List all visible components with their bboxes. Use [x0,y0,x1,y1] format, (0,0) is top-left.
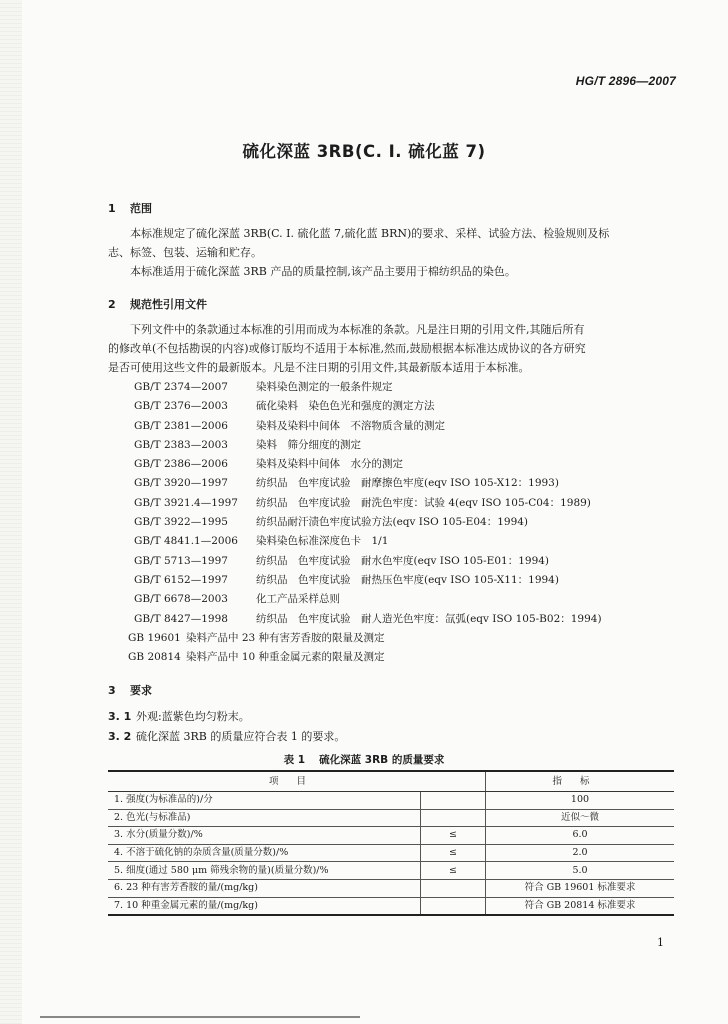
reference-item [134,610,602,629]
table-row [108,897,674,915]
table-caption [0,752,728,767]
reference-code: GB/T 4841.1—2006 [134,535,238,548]
reference-title: 染料 筛分细度的测定 [256,438,361,451]
row-item: 1. 强度(为标准品的)/分 [108,792,421,810]
standard-code: HG/T 2896—2007 [575,74,676,88]
row-mark: ≤ [421,827,486,845]
reference-item [134,571,602,590]
row-mark [421,809,486,827]
table-caption-label: 表 1 [283,754,306,766]
table-row [108,879,674,897]
reference-title: 纺织品 色牢度试验 耐水色牢度(eqv ISO 105-E01：1994) [256,554,550,567]
section-2-paragraph [108,320,674,377]
reference-title: 染料产品中 10 种重金属元素的限量及测定 [186,651,385,664]
reference-code: GB/T 2386—2006 [134,458,228,471]
section-title: 要求 [130,684,152,697]
scan-edge-mark [40,1016,360,1018]
reference-code: GB/T 2383—2003 [134,438,228,451]
reference-title: 染料染色标准深度色卡 1/1 [256,535,389,548]
header-value: 指标 [486,771,675,792]
reference-code: GB/T 3922—1995 [134,516,228,529]
table-row [108,809,674,827]
row-value: 5.0 [486,862,675,880]
row-item: 3. 水分(质量分数)/% [108,827,421,845]
row-mark [421,792,486,810]
reference-item [134,552,602,571]
reference-code: GB/T 6678—2003 [134,593,228,606]
reference-code: GB/T 2374—2007 [134,381,228,393]
reference-title: 纺织品 色牢度试验 耐洗色牢度：试验 4(eqv ISO 105-C04：1989) [256,496,591,509]
section-2-heading [108,296,207,312]
page-number: 1 [657,936,664,949]
reference-code: GB/T 5713—1997 [134,554,228,567]
clause-number: 3. 1 [108,710,132,723]
reference-code: GB/T 8427—1998 [134,612,228,625]
reference-item [128,648,602,667]
document-title: 硫化深蓝 3RB(C. I. 硫化蓝 7) [242,142,486,161]
reference-code: GB/T 2381—2006 [134,419,228,432]
clause-text: 硫化深蓝 3RB 的质量应符合表 1 的要求。 [136,730,346,743]
table-row [108,844,674,862]
reference-code: GB/T 2376—2003 [134,400,228,413]
reference-code: GB/T 6152—1997 [134,573,228,586]
section-title: 规范性引用文件 [130,298,207,311]
row-value: 100 [486,792,675,810]
reference-item [134,513,602,532]
row-item: 2. 色光(与标准品) [108,809,421,827]
reference-title: 纺织品 色牢度试验 耐热压色牢度(eqv ISO 105-X11：1994) [256,573,559,586]
requirement-3-1 [108,708,250,724]
row-item: 4. 不溶于硫化钠的杂质含量(质量分数)/% [108,844,421,862]
clause-text: 外观:蓝紫色均匀粉末。 [136,710,250,723]
row-mark [421,879,486,897]
quality-requirements-table [108,770,674,916]
section-1-paragraph-2 [108,262,674,281]
row-mark: ≤ [421,862,486,880]
clause-number: 3. 2 [108,730,132,743]
section-number: 1 [108,202,116,215]
section-3-heading [108,682,152,698]
paragraph-line: 是否可使用这些文件的最新版本。凡是不注日期的引用文件,其最新版本适用于本标准。 [108,361,530,374]
section-number: 3 [108,684,116,697]
reference-item [134,532,602,551]
paragraph-line: 的修改单(不包括勘误的内容)或修订版均不适用于本标准,然而,鼓励根据本标准达成协议的各方研究 [108,342,586,355]
reference-code: GB 20814 [128,651,181,664]
reference-title: 化工产品采样总则 [256,593,340,606]
reference-title: 染料及染料中间体 水分的测定 [256,458,403,471]
reference-title: 染料及染料中间体 不溶物质含量的测定 [256,419,445,432]
reference-item [134,455,602,474]
reference-title: 染料染色测定的一般条件规定 [256,381,393,393]
reference-code: GB 19601 [128,631,181,644]
table-header-row [108,771,674,792]
reference-item [128,629,602,648]
reference-title: 染料产品中 23 种有害芳香胺的限量及测定 [186,631,385,644]
table-row [108,792,674,810]
reference-item [134,378,602,397]
row-value: 近似～微 [486,809,675,827]
requirement-3-2 [108,728,345,744]
header-item: 项目 [108,771,486,792]
reference-code: GB/T 3920—1997 [134,477,228,490]
section-number: 2 [108,298,116,311]
row-value: 6.0 [486,827,675,845]
paragraph-line: 下列文件中的条款通过本标准的引用而成为本标准的条款。凡是注日期的引用文件,其随后所有 [130,323,585,336]
table-row [108,862,674,880]
reference-title: 硫化染料 染色色光和强度的测定方法 [256,400,435,413]
reference-item [134,397,602,416]
reference-title: 纺织品耐汗渍色牢度试验方法(eqv ISO 105-E04：1994) [256,516,529,529]
normative-references-list [128,378,602,667]
row-item: 5. 细度(通过 580 μm 筛残余物的量)(质量分数)/% [108,862,421,880]
reference-item [134,494,602,513]
reference-title: 纺织品 色牢度试验 耐摩擦色牢度(eqv ISO 105-X12：1993) [256,477,559,490]
table-caption-text: 硫化深蓝 3RB 的质量要求 [319,754,445,766]
section-1-heading [108,200,152,216]
paragraph-line: 本标准规定了硫化深蓝 3RB(C. I. 硫化蓝 7,硫化蓝 BRN)的要求、采样、试验方法、检验规则及标 [130,227,610,240]
table-row [108,827,674,845]
reference-item [134,474,602,493]
row-value: 符合 GB 20814 标准要求 [486,897,675,915]
paragraph-line: 志、标签、包装、运输和贮存。 [108,246,262,259]
row-mark: ≤ [421,844,486,862]
reference-item [134,590,602,609]
reference-item [134,417,602,436]
row-value: 2.0 [486,844,675,862]
section-1-paragraph-1 [108,224,674,262]
reference-title: 纺织品 色牢度试验 耐人造光色牢度：氙弧(eqv ISO 105-B02：1994) [256,612,602,625]
section-title: 范围 [130,202,152,215]
row-item: 6. 23 种有害芳香胺的量/(mg/kg) [108,879,421,897]
reference-item [134,436,602,455]
row-value: 符合 GB 19601 标准要求 [486,879,675,897]
paragraph-line: 本标准适用于硫化深蓝 3RB 产品的质量控制,该产品主要用于棉纺织品的染色。 [130,265,516,278]
row-mark [421,897,486,915]
reference-code: GB/T 3921.4—1997 [134,496,238,509]
row-item: 7. 10 种重金属元素的量/(mg/kg) [108,897,421,915]
